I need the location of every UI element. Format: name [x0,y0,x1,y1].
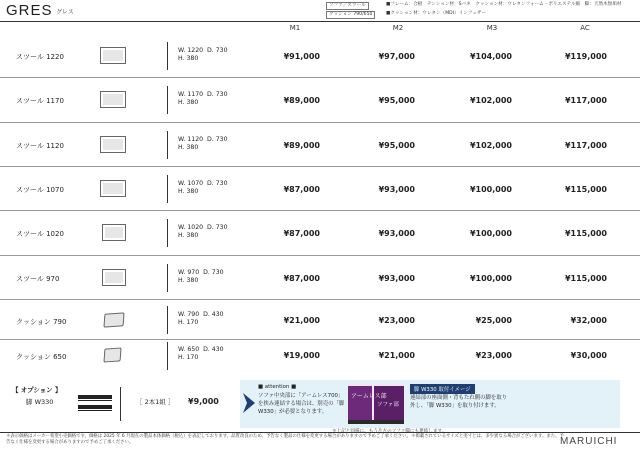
dimensions [178,346,224,362]
price-m3: ¥100,000 [469,274,512,283]
dimensions [178,47,228,63]
column-header-m2: M2 [392,24,404,32]
attention-image-label-1: アームレス部 [351,393,387,400]
brand-logo: MARUICHI [560,436,618,447]
dimensions [178,180,228,196]
footnote: ＊表示価格はメーカー希望小売価格です。価格は 2025 年 6 月現在の製品本体価格（税込）を表記しております。品質改良のため、予告なく製品の仕様を変更する場合がありますので予めご了承ください。＊掲載されているサイズと実寸とは、多少異なる場合がございます。また、予告なく仕様を変更する場合がありますので予めご了承ください。 [6,434,564,445]
dim-height: H. 170 [178,354,199,361]
price-m3: ¥100,000 [469,229,512,238]
price-m2: ¥21,000 [378,351,415,360]
option-set: ［ 2本1組 ］ [136,398,175,406]
price-m1: ¥21,000 [283,316,320,325]
price-m2: ¥93,000 [378,229,415,238]
page-title: GRES [6,2,53,19]
price-m2: ¥23,000 [378,316,415,325]
dim-width: W. 1170 [178,91,204,98]
product-name: スツール 1170 [16,97,64,105]
option-label: 【 オプション 】 [12,386,62,394]
dim-depth: D. 430 [203,346,224,353]
price-m1: ¥87,000 [283,229,320,238]
price-m1: ¥87,000 [283,185,320,194]
price-m2: ¥97,000 [378,52,415,61]
price-ac: ¥32,000 [570,316,607,325]
table-row [0,123,640,167]
cushion-image [103,312,124,327]
stool-image [100,180,126,197]
attention-box [240,380,620,428]
divider [167,131,168,159]
stool-image [102,269,126,286]
divider [167,342,168,370]
attention-title: ■ attention ■ [258,384,297,390]
dim-height: H. 380 [178,55,199,62]
dim-width: W. 790 [178,311,200,318]
price-m2: ¥95,000 [378,96,415,105]
tag-cushion: クッション 790/650 [326,11,375,19]
dim-width: W. 970 [178,269,200,276]
divider [167,86,168,114]
price-m1: ¥19,000 [283,351,320,360]
price-m3: ¥25,000 [475,316,512,325]
stool-image [102,224,126,241]
price-m1: ¥91,000 [283,52,320,61]
title-kana: グレス [56,9,74,16]
price-ac: ¥30,000 [570,351,607,360]
option-price: ¥9,000 [188,397,219,406]
product-name: スツール 1020 [16,230,64,238]
dim-width: W. 1070 [178,180,204,187]
divider [167,264,168,292]
dim-width: W. 1120 [178,136,204,143]
column-header-ac: AC [580,24,590,32]
product-name: スツール 1070 [16,186,64,194]
price-ac: ¥115,000 [564,229,607,238]
price-m2: ¥93,000 [378,185,415,194]
connection-image [348,384,404,424]
dimensions [178,136,228,152]
dimensions [178,224,228,240]
divider [167,175,168,203]
dim-height: H. 380 [178,232,199,239]
price-m3: ¥104,000 [469,52,512,61]
dim-height: H. 380 [178,277,199,284]
price-m1: ¥89,000 [283,96,320,105]
dimensions [178,91,228,107]
column-header-m3: M3 [486,24,498,32]
header-divider [0,21,640,22]
divider [167,219,168,247]
option-section [8,383,240,427]
divider [167,306,168,334]
dim-width: W. 1220 [178,47,204,54]
divider [167,42,168,70]
product-name: スツール 1120 [16,142,64,150]
price-ac: ¥115,000 [564,274,607,283]
dim-depth: D. 730 [207,91,228,98]
option-name: 脚 W330 [26,398,54,406]
attention-badge: 脚 W330 取付イメージ [410,384,475,394]
price-m3: ¥100,000 [469,185,512,194]
dim-depth: D. 730 [207,180,228,187]
footer-divider [0,432,640,433]
spec-cushion: ■クッション材：ウレタン（MDI）インフュザー [386,11,486,16]
divider [120,387,121,421]
dim-depth: D. 730 [207,47,228,54]
dim-depth: D. 430 [203,311,224,318]
price-m1: ¥87,000 [283,274,320,283]
price-ac: ¥117,000 [564,141,607,150]
attention-image-label-2: ソファ部 [377,402,399,408]
dim-depth: D. 730 [207,224,228,231]
dim-height: H. 380 [178,144,199,151]
dimensions [178,311,224,327]
price-m3: ¥102,000 [469,96,512,105]
chevron-right-icon [243,393,255,413]
leg-image [76,388,114,416]
table-row [0,256,640,300]
dim-height: H. 380 [178,188,199,195]
price-m2: ¥95,000 [378,141,415,150]
attention-description: 連結部の座面側・背もたれ側の脚を取り外し、「脚 W330」を取り付けます。 [410,395,508,409]
price-m1: ¥89,000 [283,141,320,150]
price-ac: ¥119,000 [564,52,607,61]
dimensions [178,269,224,285]
tag-sofa-stool: ソファ／スツール [326,2,369,10]
price-ac: ¥115,000 [564,185,607,194]
table-row [0,340,640,376]
dim-height: H. 380 [178,99,199,106]
dim-width: W. 650 [178,346,200,353]
stool-image [100,91,126,108]
price-m3: ¥23,000 [475,351,512,360]
column-header-m1: M1 [289,24,301,32]
dim-width: W. 1020 [178,224,204,231]
dim-height: H. 170 [178,319,199,326]
price-ac: ¥117,000 [564,96,607,105]
product-name: スツール 1220 [16,53,64,61]
table-row [0,167,640,211]
dim-depth: D. 730 [203,269,224,276]
product-name: クッション 650 [16,353,67,361]
stool-image [100,136,126,153]
table-row [0,34,640,78]
attention-text: ソファ中央部に「アームレス700」を挟み連結する場合は、別売の「脚W330」が必要となります。 [258,393,345,415]
table-row [0,78,640,123]
product-name: クッション 790 [16,318,67,326]
price-m3: ¥102,000 [469,141,512,150]
cushion-image [103,347,121,362]
stool-image [100,47,126,64]
spec-frame: ■フレーム：合板 テンション材：Sバネ クッション材：ウレタンフォーム・ポリエステル綿 脚：天然木無垢材 [386,2,622,7]
table-row [0,300,640,340]
dim-depth: D. 730 [207,136,228,143]
table-row [0,211,640,256]
price-m2: ¥93,000 [378,274,415,283]
product-name: スツール 970 [16,275,60,283]
